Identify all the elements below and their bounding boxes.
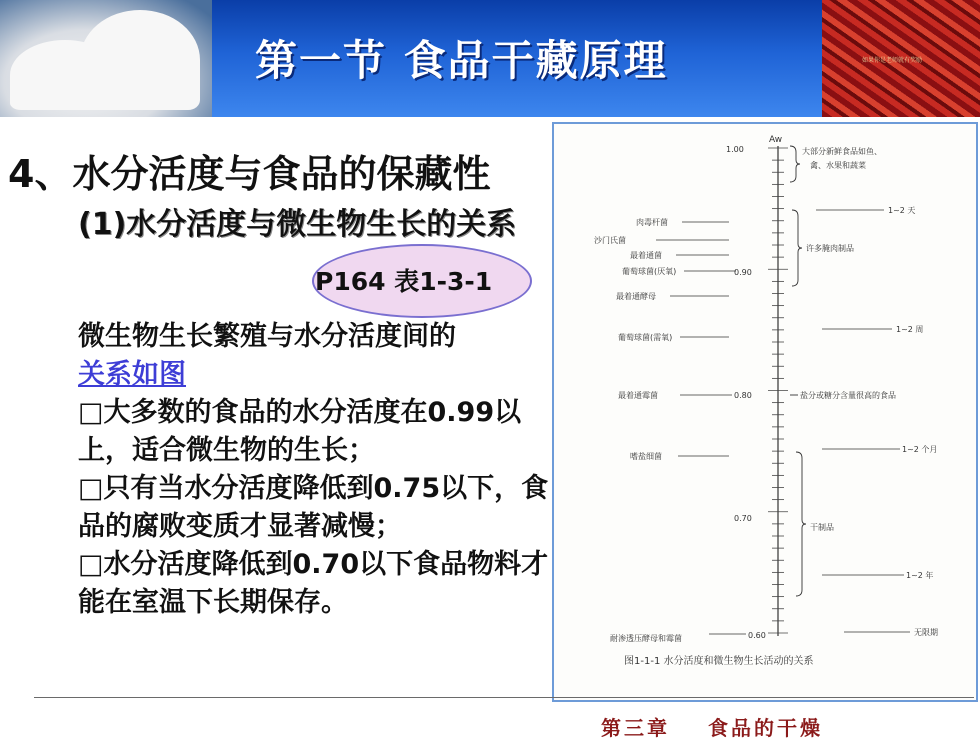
axis-title: Aw <box>769 135 783 145</box>
point-3: □水分活度降低到0.70以下食品物料才能在室温下长期保存。 <box>78 549 549 618</box>
slide-title: 第一节 食品干藏原理 <box>255 36 668 85</box>
intro-text: 微生物生长繁殖与水分活度间的 <box>78 321 456 352</box>
duration-months: 1~2 个月 <box>902 445 938 454</box>
intro-line <box>78 318 568 394</box>
tick-0.70: 0.70 <box>734 514 752 523</box>
point-1: □大多数的食品的水分活度在0.99以上，适合微生物的生长； <box>78 397 522 466</box>
label-clostridium: 肉毒杆菌 <box>636 218 668 227</box>
food-high-salt-sugar: 盐分或糖分含量很高的食品 <box>800 391 896 400</box>
label-staph-anaerobic: 葡萄球菌(厌氧) <box>622 267 677 276</box>
tick-0.80: 0.80 <box>734 391 752 400</box>
subsection-heading: (1)水分活度与微生物生长的关系 <box>78 207 517 242</box>
food-cured-meat: 许多腌肉制品 <box>806 244 854 253</box>
label-common-bacteria: 最着通菌 <box>630 251 662 260</box>
photo-caption: 如果你是老师就有奖励 <box>862 57 923 64</box>
label-halophiles: 嗜盐细菌 <box>630 452 662 461</box>
food-dried: 干制品 <box>810 523 834 532</box>
section-heading: 4、水分活度与食品的保藏性 <box>8 152 491 196</box>
body-text <box>78 318 568 622</box>
label-common-yeast: 最着通酵母 <box>616 292 656 301</box>
textbook-reference: P164 表1-3-1 <box>315 267 493 296</box>
label-staph-aerobic: 葡萄球菌(需氧) <box>618 333 673 342</box>
aw-microbe-figure <box>552 122 978 702</box>
figure-link[interactable]: 关系如图 <box>78 359 186 390</box>
label-common-mold: 最着通霉菌 <box>618 391 658 400</box>
duration-years: 1~2 年 <box>906 571 934 580</box>
label-salmonella: 沙门氏菌 <box>594 236 626 245</box>
point-2: □只有当水分活度降低到0.75以下，食品的腐败变质才显著减慢； <box>78 473 549 542</box>
duration-weeks: 1~2 周 <box>896 325 924 334</box>
footer-chapter: 第三章 <box>601 716 670 740</box>
powder-photo <box>0 0 212 117</box>
footer-divider <box>34 697 974 698</box>
tick-0.60: 0.60 <box>748 631 766 640</box>
food-fresh-2: 禽、水果和蔬菜 <box>810 161 866 170</box>
food-fresh-1: 大部分新鲜食品如鱼、 <box>802 147 882 156</box>
chili-photo <box>822 0 980 117</box>
footer <box>601 712 823 741</box>
tick-0.90: 0.90 <box>734 268 752 277</box>
duration-indefinite: 无限期 <box>914 628 938 637</box>
duration-days: 1~2 天 <box>888 206 916 215</box>
tick-1.00: 1.00 <box>726 145 744 154</box>
label-osmophiles: 耐渗透压酵母和霉菌 <box>610 634 682 643</box>
figure-caption: 图1-1-1 水分活度和微生物生长活动的关系 <box>624 656 814 667</box>
footer-topic: 食品的干燥 <box>708 716 823 740</box>
